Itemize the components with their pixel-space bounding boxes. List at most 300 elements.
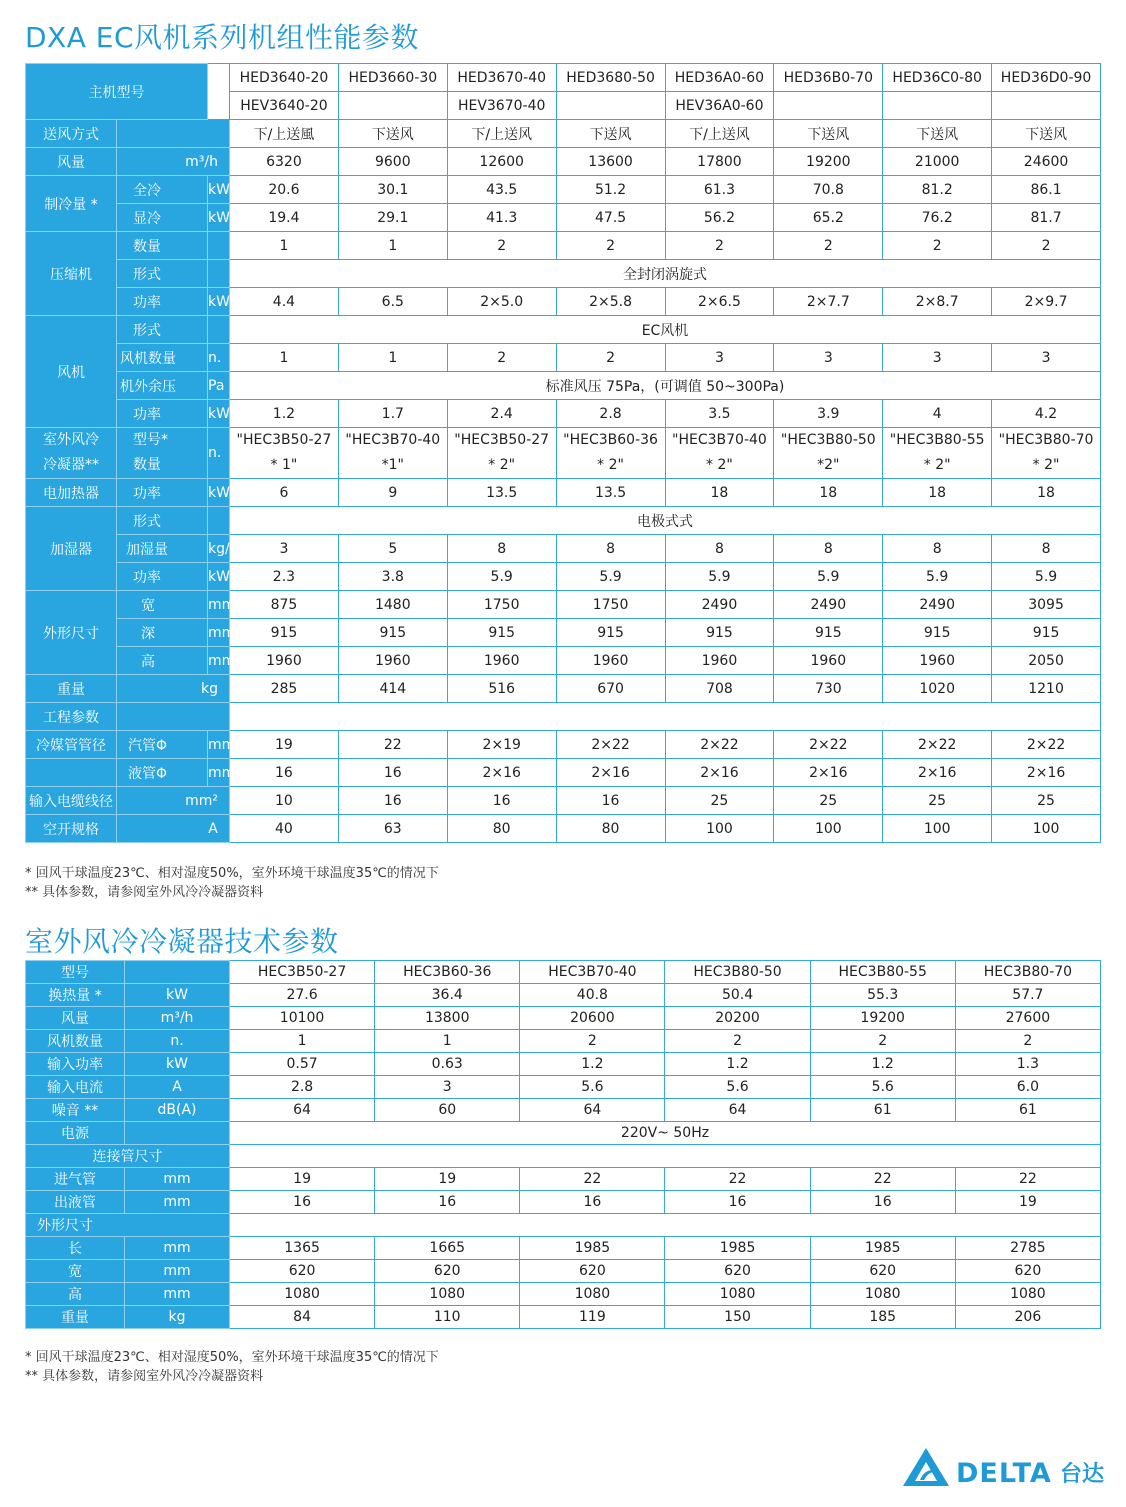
value-cell: 4.2 <box>992 400 1101 428</box>
value-cell: 25 <box>665 787 774 815</box>
value-cell: 55.3 <box>810 984 955 1007</box>
value-cell: 61.3 <box>665 176 774 204</box>
table-row <box>26 647 1101 675</box>
value-cell: 1365 <box>230 1237 375 1260</box>
condenser-spec-table <box>25 960 1101 1329</box>
value-cell: 1665 <box>375 1237 520 1260</box>
unit-label: mm² <box>117 787 230 815</box>
row-label: 输入电流 <box>26 1076 125 1099</box>
table-row <box>26 759 1101 787</box>
value-cell: 2 <box>955 1030 1100 1053</box>
table-row <box>26 535 1101 563</box>
value-cell: 2785 <box>955 1237 1100 1260</box>
row-label: 空开规格 <box>26 815 117 843</box>
unit-label: kW <box>125 984 230 1007</box>
value-cell: 25 <box>883 787 992 815</box>
table-row <box>26 1030 1101 1053</box>
value-cell: 5.9 <box>556 563 665 591</box>
value-cell: 61 <box>955 1099 1100 1122</box>
table-row <box>26 344 1101 372</box>
value-cell: 1 <box>230 344 339 372</box>
value-cell: 4.4 <box>230 288 339 316</box>
model-cell: HEV36A0-60 <box>665 92 774 120</box>
value-cell: 110 <box>375 1306 520 1329</box>
unit-label: n. <box>125 1030 230 1053</box>
value-cell: 2×16 <box>774 759 883 787</box>
delta-triangle-icon <box>903 1448 949 1486</box>
value-cell: 1.2 <box>665 1053 810 1076</box>
value-cell: 8 <box>447 535 556 563</box>
model-cell: HED3680-50 <box>556 64 665 92</box>
value-cell: 620 <box>375 1260 520 1283</box>
model-cell <box>883 92 992 120</box>
value-cell: 1 <box>338 344 447 372</box>
value-cell: 16 <box>230 1191 375 1214</box>
table-row <box>26 176 1101 204</box>
value-cell: 1960 <box>230 647 339 675</box>
value-cell: 65.2 <box>774 204 883 232</box>
value-cell: 915 <box>230 619 339 647</box>
value-cell: 19200 <box>774 148 883 176</box>
value-cell: 1985 <box>665 1237 810 1260</box>
value-cell: 100 <box>992 815 1101 843</box>
value-cell: 1080 <box>955 1283 1100 1306</box>
value-cell: 2.4 <box>447 400 556 428</box>
value-cell: 620 <box>810 1260 955 1283</box>
value-cell: 915 <box>338 619 447 647</box>
value-cell: 13.5 <box>447 479 556 507</box>
value-cell: 1080 <box>230 1283 375 1306</box>
value-cell: 61 <box>810 1099 955 1122</box>
model-cell: HED3640-20 <box>230 64 339 92</box>
sub-label: 全冷 <box>117 176 208 204</box>
unit-label: kW <box>208 479 230 507</box>
value-cell: 19200 <box>810 1007 955 1030</box>
sub-label: 加湿量 <box>117 535 208 563</box>
unit-label: mm <box>125 1168 230 1191</box>
value-cell: 150 <box>665 1306 810 1329</box>
value-cell: 19.4 <box>230 204 339 232</box>
value-cell: 86.1 <box>992 176 1101 204</box>
value-cell: 22 <box>338 731 447 759</box>
value-cell: 22 <box>665 1168 810 1191</box>
value-cell: 100 <box>665 815 774 843</box>
value-cell: 3 <box>375 1076 520 1099</box>
unit-label: kW <box>208 204 230 232</box>
value-cell: 29.1 <box>338 204 447 232</box>
value-cell: 9600 <box>338 148 447 176</box>
row-label: 噪音 ** <box>26 1099 125 1122</box>
value-cell: 1 <box>375 1030 520 1053</box>
value-cell: 2×16 <box>665 759 774 787</box>
row-label: 电源 <box>26 1122 125 1145</box>
value-cell: 下送风 <box>774 120 883 148</box>
value-cell: 18 <box>883 479 992 507</box>
value-cell: 3.9 <box>774 400 883 428</box>
value-cell: 5.9 <box>447 563 556 591</box>
value-cell: 60 <box>375 1099 520 1122</box>
row-label: 型号 <box>26 961 125 984</box>
model-cell: HED3670-40 <box>447 64 556 92</box>
table-row <box>26 1260 1101 1283</box>
sub-label: 形式 <box>117 507 208 535</box>
value-cell: 18 <box>665 479 774 507</box>
value-cell: 2 <box>556 232 665 260</box>
model-cell: HEC3B50-27 <box>230 961 375 984</box>
value-cell: 下/上送風 <box>230 120 339 148</box>
unit-label: mm <box>208 619 230 647</box>
value-cell: 1960 <box>338 647 447 675</box>
value-cell: 3 <box>883 344 992 372</box>
value-cell: 2×16 <box>447 759 556 787</box>
value-cell: 6.5 <box>338 288 447 316</box>
value-cell: 285 <box>230 675 339 703</box>
row-label: 高 <box>26 1283 125 1306</box>
unit-label: kW <box>125 1053 230 1076</box>
value-cell: 56.2 <box>665 204 774 232</box>
delta-logo <box>902 1446 1107 1488</box>
value-cell: 64 <box>665 1099 810 1122</box>
row-label: 输入功率 <box>26 1053 125 1076</box>
value-cell: 0.63 <box>375 1053 520 1076</box>
value-cell: 3 <box>230 535 339 563</box>
value-cell: 2 <box>992 232 1101 260</box>
value-cell: 13800 <box>375 1007 520 1030</box>
value-cell: 40 <box>230 815 339 843</box>
value-cell: 1.7 <box>338 400 447 428</box>
value-cell: 2×8.7 <box>883 288 992 316</box>
value-cell: 1960 <box>883 647 992 675</box>
table-row <box>26 961 1101 984</box>
unit-label: mm <box>125 1260 230 1283</box>
value-cell: 2×22 <box>665 731 774 759</box>
value-cell: 3 <box>665 344 774 372</box>
value-cell: "HEC3B80-50 *2" <box>774 428 883 479</box>
value-cell: 1960 <box>774 647 883 675</box>
unit-table-title: DXA EC风机系列机组性能参数 <box>25 21 420 54</box>
row-label: 冷媒管管径 <box>26 731 117 759</box>
table-row <box>26 316 1101 344</box>
footnotes <box>25 864 439 902</box>
model-cell: HED36D0-90 <box>992 64 1101 92</box>
value-cell: 708 <box>665 675 774 703</box>
model-cell: HED36B0-70 <box>774 64 883 92</box>
value-cell: 620 <box>955 1260 1100 1283</box>
table-row <box>26 703 1101 731</box>
value-cell: 2×19 <box>447 731 556 759</box>
row-label: 送风方式 <box>26 120 117 148</box>
value-cell: 2×6.5 <box>665 288 774 316</box>
value-cell: 81.7 <box>992 204 1101 232</box>
table-row <box>26 787 1101 815</box>
table-row <box>26 1168 1101 1191</box>
value-cell: 5.6 <box>810 1076 955 1099</box>
value-cell: 1480 <box>338 591 447 619</box>
value-cell: 730 <box>774 675 883 703</box>
row-label: 压缩机 <box>26 232 117 316</box>
table-row <box>26 260 1101 288</box>
model-cell: HED3660-30 <box>338 64 447 92</box>
value-cell: 2 <box>883 232 992 260</box>
value-cell: 119 <box>520 1306 665 1329</box>
sub-label: 风机数量 <box>117 344 208 372</box>
merged-value-cell: 标准风压 75Pa，(可调值 50~300Pa) <box>230 372 1101 400</box>
section-label: 连接管尺寸 <box>26 1145 230 1168</box>
value-cell: 下送风 <box>338 120 447 148</box>
unit-label: mm <box>208 647 230 675</box>
table-row <box>26 1145 1101 1168</box>
value-cell: 2490 <box>665 591 774 619</box>
value-cell: 2×16 <box>556 759 665 787</box>
row-label: 加湿器 <box>26 507 117 591</box>
value-cell: 3 <box>774 344 883 372</box>
value-cell: 16 <box>810 1191 955 1214</box>
value-cell: 1.2 <box>520 1053 665 1076</box>
value-cell: 5.9 <box>992 563 1101 591</box>
value-cell: 3095 <box>992 591 1101 619</box>
value-cell: 36.4 <box>375 984 520 1007</box>
value-cell: 3 <box>992 344 1101 372</box>
table-row <box>26 1283 1101 1306</box>
row-label: 重量 <box>26 1306 125 1329</box>
sub-label: 显冷 <box>117 204 208 232</box>
value-cell: 620 <box>665 1260 810 1283</box>
footnote: * 回风干球温度23℃、相对湿度50%，室外环境干球温度35℃的情况下 <box>25 866 439 881</box>
value-cell: 下送风 <box>992 120 1101 148</box>
value-cell: 57.7 <box>955 984 1100 1007</box>
value-cell: 1.2 <box>810 1053 955 1076</box>
value-cell: 16 <box>375 1191 520 1214</box>
value-cell: 1080 <box>810 1283 955 1306</box>
value-cell: "HEC3B60-36 * 2" <box>556 428 665 479</box>
value-cell: 下送风 <box>883 120 992 148</box>
table-row <box>26 563 1101 591</box>
model-cell: HEC3B80-55 <box>810 961 955 984</box>
row-label: 电加热器 <box>26 479 117 507</box>
value-cell: 1750 <box>447 591 556 619</box>
value-cell: 47.5 <box>556 204 665 232</box>
value-cell: 30.1 <box>338 176 447 204</box>
value-cell: 8 <box>883 535 992 563</box>
row-label: 换热量 * <box>26 984 125 1007</box>
value-cell: 1985 <box>520 1237 665 1260</box>
table-row <box>26 1099 1101 1122</box>
value-cell: 25 <box>992 787 1101 815</box>
value-cell: 2 <box>447 344 556 372</box>
value-cell: 16 <box>338 759 447 787</box>
unit-label: kW <box>208 288 230 316</box>
model-cell <box>774 92 883 120</box>
unit-label: mm <box>125 1283 230 1306</box>
value-cell: 9 <box>338 479 447 507</box>
value-cell: 80 <box>556 815 665 843</box>
row-label: 风机 <box>26 316 117 428</box>
value-cell: 40.8 <box>520 984 665 1007</box>
unit-label: kg <box>117 675 230 703</box>
row-label: 外形尺寸 <box>26 591 117 675</box>
row-label: 风量 <box>26 1007 125 1030</box>
value-cell: 1960 <box>556 647 665 675</box>
value-cell: 50.4 <box>665 984 810 1007</box>
row-label: 输入电缆线径 <box>26 787 117 815</box>
value-cell: 27600 <box>955 1007 1100 1030</box>
value-cell: 16 <box>230 759 339 787</box>
value-cell: 2×16 <box>883 759 992 787</box>
table-row <box>26 1306 1101 1329</box>
unit-label: kg/h <box>208 535 230 563</box>
value-cell: "HEC3B70-40 *1" <box>338 428 447 479</box>
row-label: 进气管 <box>26 1168 125 1191</box>
value-cell: 2×5.8 <box>556 288 665 316</box>
table-row <box>26 1214 1101 1237</box>
value-cell: 19 <box>230 1168 375 1191</box>
table-row <box>26 591 1101 619</box>
value-cell: 3.8 <box>338 563 447 591</box>
model-cell: HEC3B60-36 <box>375 961 520 984</box>
value-cell: 8 <box>665 535 774 563</box>
value-cell: 2.8 <box>556 400 665 428</box>
model-cell: HEV3670-40 <box>447 92 556 120</box>
table-row <box>26 1053 1101 1076</box>
value-cell: 1080 <box>375 1283 520 1306</box>
value-cell: 1985 <box>810 1237 955 1260</box>
model-cell: HED36C0-80 <box>883 64 992 92</box>
unit-label: m³/h <box>117 148 230 176</box>
table-row <box>26 1007 1101 1030</box>
value-cell: 915 <box>447 619 556 647</box>
value-cell: 2 <box>774 232 883 260</box>
value-cell: 22 <box>520 1168 665 1191</box>
value-cell: 2 <box>556 344 665 372</box>
value-cell: 2×9.7 <box>992 288 1101 316</box>
merged-value-cell: 电极式式 <box>230 507 1101 535</box>
value-cell: 6 <box>230 479 339 507</box>
table-row <box>26 815 1101 843</box>
table-row <box>26 675 1101 703</box>
condenser-table-title: 室外风冷冷凝器技术参数 <box>25 925 339 958</box>
value-cell: 8 <box>774 535 883 563</box>
value-cell: 6320 <box>230 148 339 176</box>
unit-label: A <box>117 815 230 843</box>
table-row <box>26 400 1101 428</box>
value-cell: 25 <box>774 787 883 815</box>
value-cell: 2490 <box>883 591 992 619</box>
unit-label: mm <box>208 759 230 787</box>
value-cell: 下送风 <box>556 120 665 148</box>
value-cell: 620 <box>520 1260 665 1283</box>
sub-label: 宽 <box>117 591 208 619</box>
value-cell: 5.9 <box>774 563 883 591</box>
value-cell: 1 <box>338 232 447 260</box>
sub-label: 型号* 数量 <box>117 428 208 479</box>
value-cell: "HEC3B80-70 * 2" <box>992 428 1101 479</box>
merged-value-cell: 220V~ 50Hz <box>230 1122 1101 1145</box>
value-cell: 5 <box>338 535 447 563</box>
value-cell: 43.5 <box>447 176 556 204</box>
value-cell: 3.5 <box>665 400 774 428</box>
sub-label: 高 <box>117 647 208 675</box>
unit-label: mm <box>125 1237 230 1260</box>
value-cell: 1 <box>230 1030 375 1053</box>
value-cell: 2490 <box>774 591 883 619</box>
value-cell: 915 <box>665 619 774 647</box>
merged-value-cell: 全封闭涡旋式 <box>230 260 1101 288</box>
value-cell: 17800 <box>665 148 774 176</box>
value-cell: 2050 <box>992 647 1101 675</box>
unit-label: mm <box>125 1191 230 1214</box>
table-row <box>26 1237 1101 1260</box>
value-cell: 70.8 <box>774 176 883 204</box>
value-cell: 1960 <box>447 647 556 675</box>
value-cell: 64 <box>230 1099 375 1122</box>
value-cell: 875 <box>230 591 339 619</box>
value-cell: 2×22 <box>774 731 883 759</box>
value-cell: 19 <box>375 1168 520 1191</box>
unit-label: kW <box>208 400 230 428</box>
value-cell: 8 <box>556 535 665 563</box>
value-cell: 13600 <box>556 148 665 176</box>
value-cell: 24600 <box>992 148 1101 176</box>
sub-label: 功率 <box>117 479 208 507</box>
table-row <box>26 1191 1101 1214</box>
value-cell: 2×5.0 <box>447 288 556 316</box>
value-cell: 81.2 <box>883 176 992 204</box>
value-cell: 64 <box>520 1099 665 1122</box>
sub-label: 数量 <box>117 232 208 260</box>
sub-label: 功率 <box>117 288 208 316</box>
sub-label: 液管Φ <box>117 759 208 787</box>
row-label: 室外风冷 冷凝器** <box>26 428 117 479</box>
value-cell: 206 <box>955 1306 1100 1329</box>
unit-label: mm <box>208 591 230 619</box>
value-cell: 19 <box>230 731 339 759</box>
value-cell: 670 <box>556 675 665 703</box>
value-cell: 915 <box>556 619 665 647</box>
value-cell: 2×16 <box>992 759 1101 787</box>
value-cell: 22 <box>955 1168 1100 1191</box>
value-cell: 2×22 <box>992 731 1101 759</box>
table-row <box>26 148 1101 176</box>
value-cell: 5.6 <box>520 1076 665 1099</box>
value-cell: 22 <box>810 1168 955 1191</box>
row-label: 出液管 <box>26 1191 125 1214</box>
row-label: 风机数量 <box>26 1030 125 1053</box>
value-cell: 2×22 <box>883 731 992 759</box>
value-cell: 20.6 <box>230 176 339 204</box>
value-cell: 2 <box>665 1030 810 1053</box>
model-cell: HEC3B80-50 <box>665 961 810 984</box>
value-cell: 100 <box>774 815 883 843</box>
value-cell: 8 <box>992 535 1101 563</box>
footnote: ** 具体参数，请参阅室外风冷冷凝器资料 <box>25 885 264 900</box>
unit-label: kW <box>208 563 230 591</box>
sub-label: 形式 <box>117 260 208 288</box>
unit-label: kg <box>125 1306 230 1329</box>
sub-label: 机外余压 <box>117 372 208 400</box>
unit-label: kW <box>208 176 230 204</box>
table-row <box>26 288 1101 316</box>
model-cell <box>556 92 665 120</box>
value-cell: 下/上送风 <box>447 120 556 148</box>
value-cell: 1080 <box>520 1283 665 1306</box>
model-cell: HED36A0-60 <box>665 64 774 92</box>
value-cell: 185 <box>810 1306 955 1329</box>
row-label: 宽 <box>26 1260 125 1283</box>
value-cell: 63 <box>338 815 447 843</box>
unit-label: n. <box>208 428 230 479</box>
value-cell: 13.5 <box>556 479 665 507</box>
value-cell: 1210 <box>992 675 1101 703</box>
